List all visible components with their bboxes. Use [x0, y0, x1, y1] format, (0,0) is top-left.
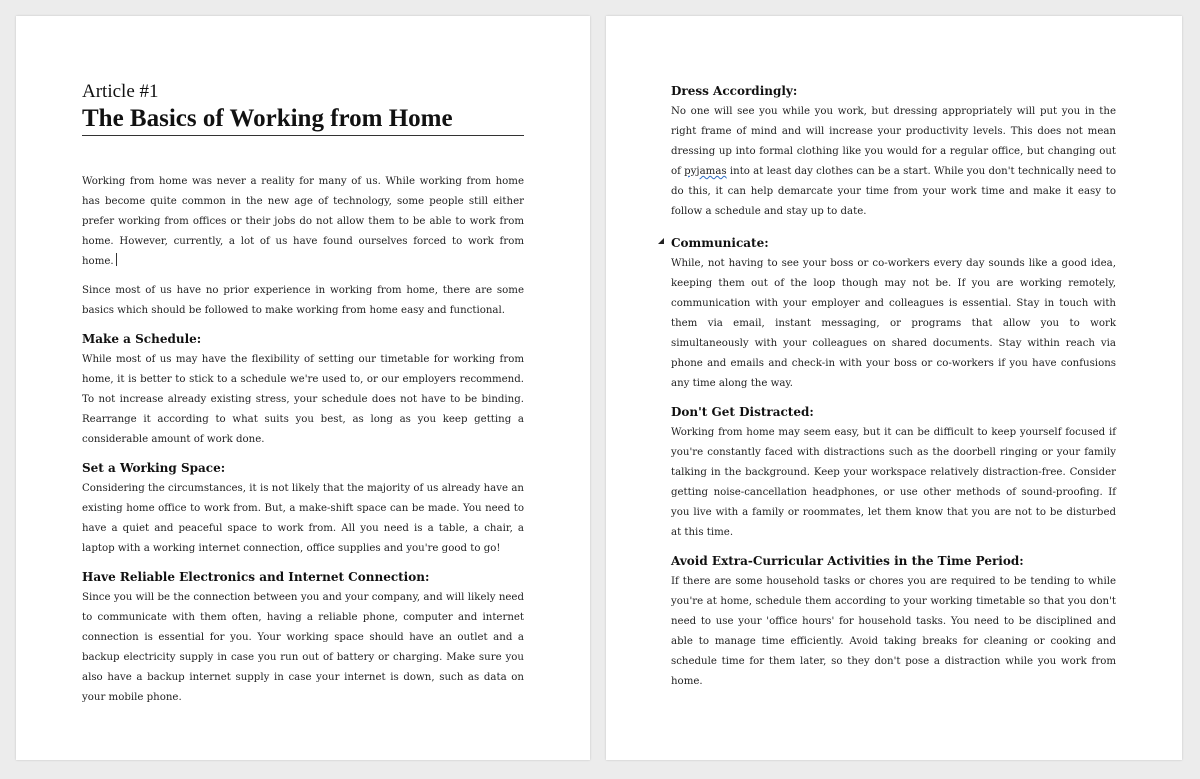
body-make-a-schedule[interactable]: While most of us may have the flexibility of setting our timetable for working from home, it is better to stick to a schedule we're used to, or our employers recommend. To not increase already existing stress, your schedule does not have to be binding. Rearrange it according to what suits you best, as long as you keep getting a considerable amount of work done.: [82, 354, 524, 445]
heading-dont-get-distracted[interactable]: Don't Get Distracted:: [671, 405, 814, 419]
document-page-left[interactable]: [16, 16, 590, 760]
body-communicate[interactable]: While, not having to see your boss or co-workers every day sounds like a good idea, keeping them out of the loop though may not be. If you are working remotely, communication with your employer and colleagues is essential. Stay in touch with them via email, instant messaging, or programs that allow you to work simultaneously with your colleagues on shared documents. Stay within reach via phone and emails and check-in with your boss or co-workers if you have confusions any time along the way.: [671, 258, 1116, 389]
body-avoid-extra-curricular[interactable]: If there are some household tasks or chores you are required to be tending to while you're at home, schedule them according to your working timetable so that you don't need to use your 'office hours' for household tasks. You need to be disciplined and able to manage time efficiently. Avoid taking breaks for cleaning or cooking and schedule time for them later, so they don't pose a distraction while you work from home.: [671, 576, 1116, 687]
heading-set-a-working-space[interactable]: Set a Working Space:: [82, 461, 226, 475]
article-number: Article #1: [82, 81, 159, 102]
heading-communicate-text: Communicate:: [671, 236, 769, 250]
heading-reliable-electronics[interactable]: Have Reliable Electronics and Internet Connection:: [82, 570, 430, 584]
heading-dress-accordingly[interactable]: Dress Accordingly:: [671, 84, 798, 98]
intro-paragraph-2[interactable]: Since most of us have no prior experience in working from home, there are some basics which should be followed to make working from home easy and functional.: [82, 285, 524, 316]
heading-communicate[interactable]: [671, 234, 1116, 252]
body-dress-accordingly[interactable]: [671, 102, 1116, 222]
body-set-a-working-space[interactable]: Considering the circumstances, it is not likely that the majority of us already have an existing home office to work from. But, a make-shift space can be made. You need to have a quiet and peaceful space to work from. All you need is a table, a chair, a laptop with a working internet connection, office supplies and you're good to go!: [82, 483, 524, 554]
article-title: The Basics of Working from Home: [82, 104, 524, 136]
heading-avoid-extra-curricular[interactable]: Avoid Extra-Curricular Activities in the Time Period:: [671, 554, 1024, 568]
document-page-right[interactable]: [606, 16, 1182, 760]
body-dress-accordingly-part-2: into at least day clothes can be a start. While you don't technically need to do this, it can help demarcate your time from your work time and make it easy to follow a schedule and stay up to date.: [671, 166, 1116, 217]
collapse-triangle-icon[interactable]: [658, 238, 664, 244]
body-reliable-electronics[interactable]: Since you will be the connection between you and your company, and will likely need to communicate with them often, having a reliable phone, computer and internet connection is essential for you. Your working space should have an outlet and a backup electricity supply in case you run out of battery or charging. Make sure you also have a backup internet supply in case your internet is down, such as data on your mobile phone.: [82, 592, 524, 703]
text-cursor: [116, 253, 117, 266]
intro-paragraph-1[interactable]: [82, 172, 524, 272]
body-dont-get-distracted[interactable]: Working from home may seem easy, but it can be difficult to keep yourself focused if you're constantly faced with distractions such as the doorbell ringing or your family talking in the background. Keep your workspace relatively distraction-free. Consider getting noise-cancellation headphones, or use other methods of sound-proofing. If you live with a family or roommates, let them know that you are not to be disturbed at this time.: [671, 427, 1116, 538]
spelling-flagged-word[interactable]: pyjamas: [684, 166, 727, 177]
intro-paragraph-1-text: Working from home was never a reality for many of us. While working from home has become quite common in the new age of technology, some people still either prefer working from offices or their jobs do not allow them to be able to work from home. However, currently, a lot of us have found ourselves forced to work from home.: [82, 176, 524, 267]
body-dress-accordingly-part-1: No one will see you while you work, but dressing appropriately will put you in the right frame of mind and will increase your productivity levels. This does not mean dressing up into formal clothing like you would for a regular office, but changing out of: [671, 106, 1116, 177]
heading-make-a-schedule[interactable]: Make a Schedule:: [82, 332, 202, 346]
